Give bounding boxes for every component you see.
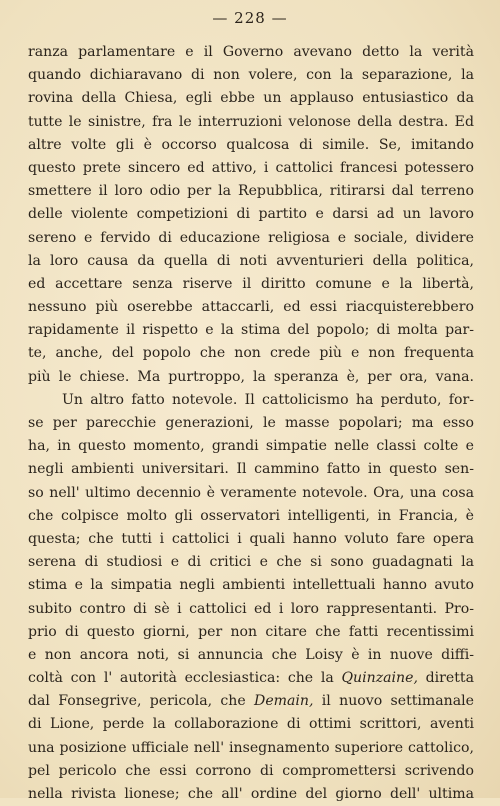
text-line: rovina della Chiesa, egli ebbe un applauso entusiastico da [28,90,474,107]
text-line: prio di questo giorni, per non citare che fatti recentissimi [28,623,474,640]
text-line: la loro causa da quella di noti avventurieri della politica, [28,252,474,269]
text-line: questa; che tutti i cattolici i quali hanno voluto fare opera [28,530,474,547]
text-line: stima e la simpatia negli ambienti intellettuali hanno avuto [28,577,474,594]
text-line-with-italic [28,667,474,690]
italic-title-demain: Demain, [254,693,314,710]
text-line: ranza parlamentare e il Governo avevano detto la verità [28,44,474,60]
text-line: nessuno più oserebbe attaccarli, ed essi riacquisterebbero [28,299,474,316]
text-segment: il nuovo settimanale [313,693,475,710]
text-line: ha, in questo momento, grandi simpatie nelle classi colte e [28,438,474,455]
text-line: una posizione ufficiale nell' insegnamento superiore cattolico, [28,739,474,756]
text-line: più le chiese. Ma purtroppo, la speranza è, per ora, vana. [28,368,474,385]
text-line: smettere il loro odio per la Repubblica, ritirarsi dal terreno [28,183,474,200]
italic-title-quinzaine: Quinzaine, [341,670,418,687]
text-segment: dal Fonsegrive, pericola, che [28,693,255,710]
text-line: so nell' ultimo decennio è veramente notevole. Ora, una cosa [28,484,474,501]
text-line: subito contro di sè i cattolici ed i loro rappresentanti. Pro- [28,600,474,617]
text-line: tutte le sinistre, fra le interruzioni velonose della destra. Ed [28,113,474,130]
text-line: serena di studiosi e di critici e che si sono guadagnati la [28,554,474,571]
text-line: delle violente competizioni di partito e darsi ad un lavoro [28,206,474,223]
text-line: che colpisce molto gli osservatori intelligenti, in Francia, è [28,507,474,524]
text-line: se per parecchie generazioni, le masse popolari; ma esso [28,415,474,431]
text-line-with-italic [28,690,474,713]
text-line: te, anche, del popolo che non crede più e non frequenta [28,345,474,362]
text-line: quando dichiaravano di non volere, con la separazione, la [28,67,474,84]
text-line: altre volte gli è occorso qualcosa di simile. Se, imitando [28,136,474,153]
text-line: e non ancora noti, si annuncia che Loisy è in nuove diffi- [28,646,474,663]
paragraph-start-line: Un altro fatto notevole. Il cattolicismo ha perduto, for- [62,391,474,408]
text-segment: diretta [417,670,474,687]
text-segment: coltà con l' autorità ecclesiastica: che la [28,670,342,687]
text-line: ed accettare senza riserve il diritto comune e la libertà, [28,275,474,292]
page-number: — 228 — [212,9,288,27]
text-line: sereno e fervido di educazione religiosa e sociale, dividere [28,229,474,246]
text-line: nella rivista lionese; che all' ordine del giorno dell' ultima [28,786,474,802]
text-line: questo prete sincero ed attivo, i cattolici francesi potessero [28,159,474,176]
text-line: di Lione, perde la collaborazione di ottimi scrittori, aventi [28,716,474,733]
text-line: negli ambienti universitari. Il cammino fatto in questo sen- [28,461,474,478]
text-line: pel pericolo che essi corrono di compromettersi scrivendo [28,762,474,779]
body-text [28,41,474,806]
text-line: rapidamente il rispetto e la stima del popolo; di molta par- [28,322,474,339]
